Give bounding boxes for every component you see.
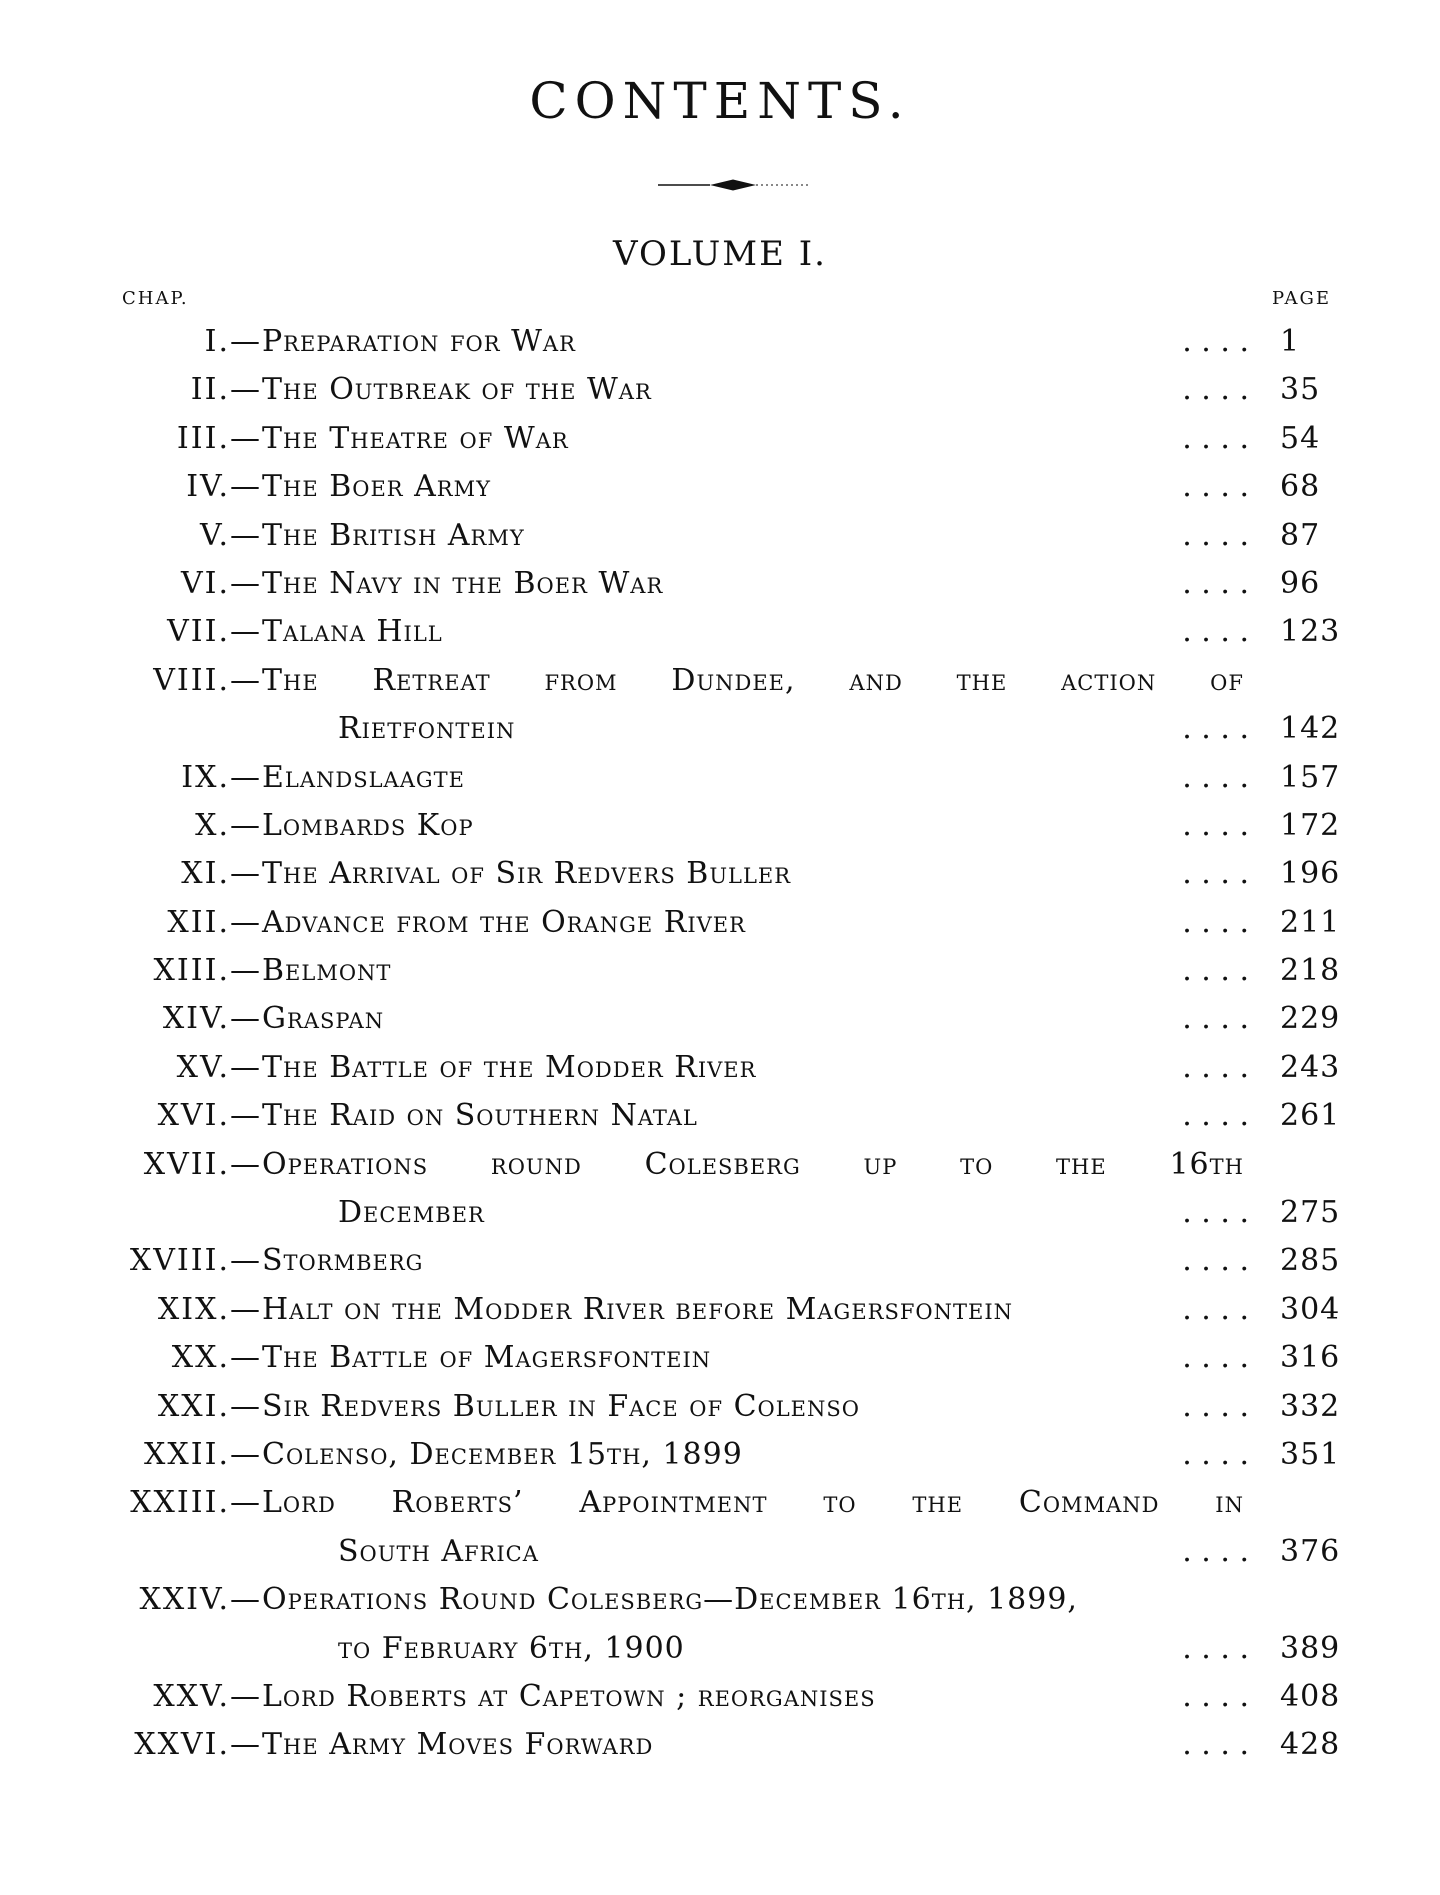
dot-leader: . . . . <box>1182 1630 1249 1666</box>
chapter-number: IV.— <box>186 469 262 505</box>
dot-leader: . . . . <box>1182 1678 1249 1714</box>
toc-entry <box>0 947 1440 995</box>
page-number: 1 <box>1280 324 1301 359</box>
chapter-title-word: the <box>956 662 1008 698</box>
dot-leader: . . . . <box>1182 807 1249 843</box>
dot-leader: . . . . <box>1182 1291 1249 1327</box>
chapter-number: XX.— <box>171 1340 262 1376</box>
page-number: 408 <box>1280 1678 1341 1714</box>
chapter-title-word: The <box>262 662 319 698</box>
chapter-number: XXIII.— <box>130 1485 262 1521</box>
page-number: 54 <box>1280 420 1321 456</box>
chapter-title-word: Operations <box>262 1146 429 1182</box>
chapter-number: III.— <box>176 420 262 456</box>
chapter-title-word: Retreat <box>372 662 491 698</box>
toc-entry <box>0 318 1440 366</box>
toc-entry <box>0 415 1440 463</box>
toc-entry <box>0 1141 1440 1189</box>
page-number: 304 <box>1280 1291 1341 1327</box>
toc-list <box>0 318 1440 1770</box>
chapter-title-word: to <box>960 1146 994 1182</box>
chapter-title-word: the <box>1056 1146 1107 1182</box>
chapter-title-word: and <box>849 662 903 698</box>
chapter-number: XVII.— <box>143 1146 262 1182</box>
dot-leader: . . . . <box>1182 1243 1249 1279</box>
chapter-number: XVIII.— <box>129 1243 262 1279</box>
dot-leader: . . . . <box>1182 1533 1249 1569</box>
chapter-number: XVI.— <box>157 1098 262 1134</box>
toc-entry <box>0 1576 1440 1624</box>
chapter-title-word: from <box>544 662 618 698</box>
dot-leader: . . . . <box>1182 420 1249 456</box>
dot-leader: . . . . <box>1182 1049 1249 1085</box>
toc-entry <box>0 1044 1440 1092</box>
page-title: CONTENTS. <box>529 72 911 130</box>
toc-entry <box>0 608 1440 656</box>
page-number: 351 <box>1280 1436 1341 1472</box>
page-number: 68 <box>1280 469 1321 505</box>
chapter-number: XIX.— <box>157 1291 262 1327</box>
chapter-title-word: Command <box>1018 1485 1160 1521</box>
page-number: 123 <box>1280 614 1341 650</box>
dot-leader: . . . . <box>1182 1727 1249 1763</box>
page-number: 285 <box>1280 1243 1341 1279</box>
chapter-number: II.— <box>190 372 262 408</box>
page-number: 196 <box>1280 856 1341 892</box>
chapter-number: V.— <box>200 517 262 553</box>
toc-entry <box>0 1479 1440 1527</box>
chapter-title: The British Army <box>262 517 525 553</box>
chapter-number: XXVI.— <box>134 1727 262 1763</box>
page-number: 218 <box>1280 953 1341 989</box>
chapter-title-word: Dundee, <box>671 662 796 698</box>
toc-entry <box>0 366 1440 414</box>
dot-leader: . . . . <box>1182 372 1249 408</box>
dot-leader: . . . . <box>1182 904 1249 940</box>
chapter-title: The Battle of Magersfontein <box>262 1340 712 1376</box>
toc-entry <box>0 1286 1440 1334</box>
page-number: 389 <box>1280 1630 1341 1666</box>
chapter-title: Halt on the Modder River before Magersfontein <box>262 1291 1014 1327</box>
chapter-title: The Army Moves Forward <box>262 1727 654 1763</box>
chapter-title-continuation: to February 6th, 1900 <box>338 1630 685 1666</box>
chapter-title-word: Colesberg <box>644 1146 801 1182</box>
dot-leader: . . . . <box>1182 1388 1249 1424</box>
page-number: 428 <box>1280 1727 1341 1763</box>
dot-leader: . . . . <box>1182 1001 1249 1037</box>
page-number: 275 <box>1280 1195 1341 1231</box>
chapter-title-word: to <box>823 1485 857 1521</box>
toc-entry <box>0 512 1440 560</box>
chapter-number: XII.— <box>167 904 262 940</box>
chapter-title <box>262 657 1244 705</box>
toc-entry <box>0 1431 1440 1479</box>
dot-leader: . . . . <box>1182 1098 1249 1134</box>
volume-heading: VOLUME I. <box>613 234 827 274</box>
chapter-number: XXIV.— <box>139 1582 262 1618</box>
chapter-title-word: Roberts’ <box>391 1485 524 1521</box>
toc-entry-continuation <box>0 1528 1440 1576</box>
page-number: 243 <box>1280 1049 1341 1085</box>
chapter-title-word: round <box>490 1146 582 1182</box>
chapter-title-word: 16th <box>1169 1146 1244 1182</box>
toc-entry <box>0 657 1440 705</box>
chapter-title <box>262 1479 1244 1527</box>
ornament-divider <box>658 178 808 192</box>
toc-entry-continuation <box>0 1625 1440 1673</box>
chapter-title: Lombards Kop <box>262 807 474 843</box>
chapter-title: The Navy in the Boer War <box>262 565 664 601</box>
page-number: 261 <box>1280 1098 1341 1134</box>
chapter-title-word: the <box>912 1485 964 1521</box>
toc-entry <box>0 1092 1440 1140</box>
toc-entry <box>0 560 1440 608</box>
page-column-header: PAGE <box>1272 288 1331 309</box>
chapter-number: XI.— <box>181 856 262 892</box>
chapter-title: Advance from the Orange River <box>262 904 746 940</box>
chapter-number: IX.— <box>181 759 262 795</box>
chapter-title: Stormberg <box>262 1243 424 1279</box>
toc-entry <box>0 1721 1440 1769</box>
chapter-title-continuation: Rietfontein <box>338 711 516 747</box>
page-number: 87 <box>1280 517 1321 553</box>
dot-leader: . . . . <box>1182 759 1249 795</box>
page-number: 96 <box>1280 565 1321 601</box>
chapter-title: The Arrival of Sir Redvers Buller <box>262 856 792 892</box>
toc-entry <box>0 899 1440 947</box>
page-number: 142 <box>1280 711 1341 747</box>
chapter-number: XXV.— <box>153 1678 262 1714</box>
chapter-title-continuation: December <box>338 1195 485 1231</box>
toc-entry <box>0 1383 1440 1431</box>
chapter-title: Belmont <box>262 953 392 989</box>
chapter-title: Operations Round Colesberg—December 16th, 1899, <box>262 1582 1078 1618</box>
dot-leader: . . . . <box>1182 614 1249 650</box>
dot-leader: . . . . <box>1182 1340 1249 1376</box>
chapter-title-continuation: South Africa <box>338 1533 539 1569</box>
dot-leader: . . . . <box>1182 953 1249 989</box>
page-number: 211 <box>1280 904 1341 940</box>
chapter-number: XXII.— <box>144 1436 262 1472</box>
toc-entry <box>0 463 1440 511</box>
chapter-title: The Boer Army <box>262 469 491 505</box>
toc-entry <box>0 995 1440 1043</box>
dot-leader: . . . . <box>1182 711 1249 747</box>
chapter-title: Sir Redvers Buller in Face of Colenso <box>262 1388 860 1424</box>
toc-entry <box>0 802 1440 850</box>
chapter-title-word: up <box>863 1146 898 1182</box>
chapter-number: VIII.— <box>153 662 262 698</box>
page-number: 316 <box>1280 1340 1341 1376</box>
chapter-number: XV.— <box>176 1049 262 1085</box>
chapter-title-word: action <box>1061 662 1157 698</box>
chapter-number: XIV.— <box>162 1001 262 1037</box>
dot-leader: . . . . <box>1182 469 1249 505</box>
chapter-number: VI.— <box>180 565 262 601</box>
page-number: 172 <box>1280 807 1341 843</box>
chapter-title-word: in <box>1215 1485 1244 1521</box>
page-number: 332 <box>1280 1388 1341 1424</box>
page-number: 229 <box>1280 1001 1341 1037</box>
chapter-title: Talana Hill <box>262 614 443 650</box>
chapter-number: VII.— <box>167 614 262 650</box>
chapter-title <box>262 1141 1244 1189</box>
toc-entry-continuation <box>0 1189 1440 1237</box>
toc-entry <box>0 1334 1440 1382</box>
toc-entry <box>0 850 1440 898</box>
chapter-title-word: Lord <box>262 1485 336 1521</box>
dot-leader: . . . . <box>1182 565 1249 601</box>
dot-leader: . . . . <box>1182 517 1249 553</box>
chapter-title: The Theatre of War <box>262 420 569 456</box>
chapter-title: Elandslaagte <box>262 759 465 795</box>
dot-leader: . . . . <box>1182 1195 1249 1231</box>
toc-entry-continuation <box>0 705 1440 753</box>
chapter-title: The Outbreak of the War <box>262 372 652 408</box>
page-number: 157 <box>1280 759 1341 795</box>
toc-entry <box>0 1237 1440 1285</box>
chapter-title: Lord Roberts at Capetown ; reorganises <box>262 1678 876 1714</box>
dot-leader: . . . . <box>1182 856 1249 892</box>
chapter-number: XIII.— <box>153 953 262 989</box>
dot-leader: . . . . <box>1182 1436 1249 1472</box>
chapter-title: Preparation for War <box>262 324 576 359</box>
chapter-title: Graspan <box>262 1001 385 1037</box>
chapter-number: X.— <box>195 807 262 843</box>
toc-entry <box>0 1673 1440 1721</box>
chapter-title-word: of <box>1210 662 1244 698</box>
page-number: 376 <box>1280 1533 1341 1569</box>
page-number: 35 <box>1280 372 1321 408</box>
chapter-title: The Raid on Southern Natal <box>262 1098 698 1134</box>
chapter-title: Colenso, December 15th, 1899 <box>262 1436 743 1472</box>
dot-leader: . . . . <box>1182 324 1249 359</box>
chapter-number: I.— <box>204 324 262 359</box>
chapter-title-word: Appointment <box>579 1485 768 1521</box>
toc-entry <box>0 754 1440 802</box>
chap-column-header: CHAP. <box>122 288 189 309</box>
chapter-number: XXI.— <box>157 1388 262 1424</box>
chapter-title: The Battle of the Modder River <box>262 1049 757 1085</box>
